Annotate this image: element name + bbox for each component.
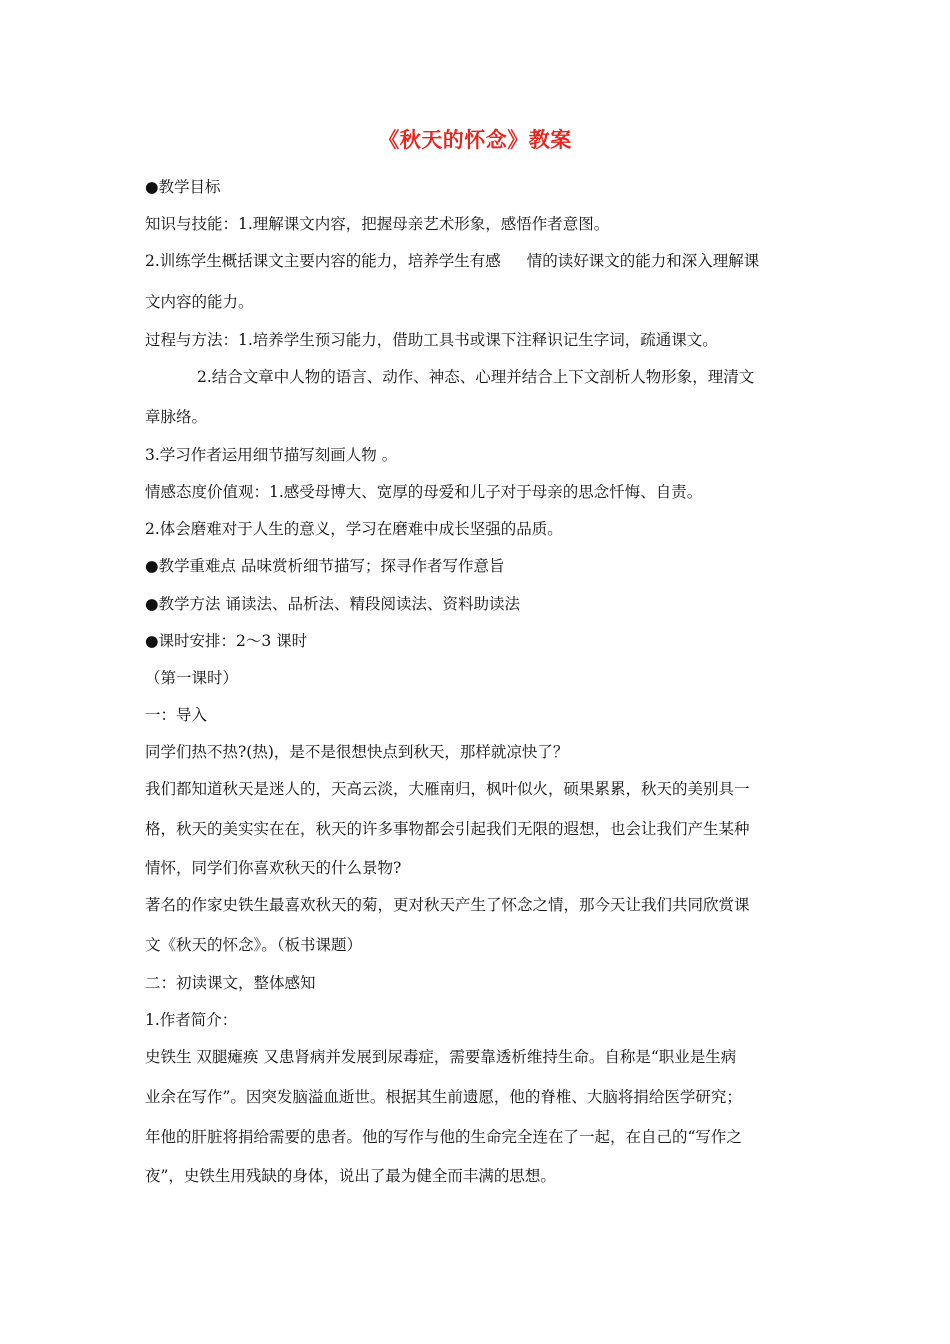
paragraph-line: 2.体会磨难对于人生的意义，学习在磨难中成长坚强的品质。 bbox=[145, 520, 563, 538]
paragraph-line: 史铁生 双腿瘫痪 又患肾病并发展到尿毒症，需要靠透析维持生命。自称是“职业是生病 bbox=[145, 1048, 737, 1066]
section-heading-methods: ●教学方法 诵读法、品析法、精段阅读法、资料助读法 bbox=[145, 595, 520, 613]
section-heading-objectives: ●教学目标 bbox=[145, 178, 221, 196]
paragraph-line: 年他的肝脏将捐给需要的患者。他的写作与他的生命完全连在了一起，在自己的“写作之 bbox=[145, 1128, 742, 1146]
paragraph-line: 文内容的能力。 bbox=[145, 293, 254, 311]
paragraph-line bbox=[145, 251, 810, 271]
section-heading-key-points: ●教学重难点 品味赏析细节描写；探寻作者写作意旨 bbox=[145, 557, 505, 575]
section-heading-schedule: ●课时安排：2～3 课时 bbox=[145, 632, 308, 650]
paragraph-line: 知识与技能：1.理解课文内容，把握母亲艺术形象，感悟作者意图。 bbox=[145, 215, 610, 233]
section-heading-first-reading: 二：初读课文，整体感知 bbox=[145, 974, 316, 992]
paragraph-line: 2.结合文章中人物的语言、动作、神态、心理并结合上下文剖析人物形象，理清文 bbox=[197, 368, 755, 386]
paragraph-line: 同学们热不热?(热)，是不是很想快点到秋天，那样就凉快了？ bbox=[145, 743, 569, 761]
paragraph-line: 格，秋天的美实实在在，秋天的许多事物都会引起我们无限的遐想，也会让我们产生某种 bbox=[145, 820, 750, 838]
paragraph-line: 著名的作家史铁生最喜欢秋天的菊，更对秋天产生了怀念之情，那今天让我们共同欣赏课 bbox=[145, 896, 750, 914]
lesson-label: （第一课时） bbox=[145, 669, 239, 687]
paragraph-line: 情感态度价值观：1.感受母博大、宽厚的母爱和儿子对于母亲的思念忏悔、自责。 bbox=[145, 483, 703, 501]
paragraph-line: 3.学习作者运用细节描写刻画人物 。 bbox=[145, 446, 398, 464]
paragraph-line-part: 2.训练学生概括课文主要内容的能力，培养学生有感 bbox=[145, 252, 501, 270]
paragraph-line: 情怀，同学们你喜欢秋天的什么景物? bbox=[145, 859, 402, 877]
paragraph-line: 章脉络。 bbox=[145, 408, 208, 426]
paragraph-line: 业余在写作”。因突发脑溢血逝世。根据其生前遗愿，他的脊椎、大脑将捐给医学研究； bbox=[145, 1088, 742, 1106]
paragraph-line: 文《秋天的怀念》。（板书课题） bbox=[145, 936, 363, 954]
subsection-heading-author: 1.作者简介： bbox=[145, 1011, 238, 1029]
document-title: 《秋天的怀念》教案 bbox=[378, 127, 572, 152]
paragraph-line-part: 情的读好课文的能力和深入理解课 bbox=[526, 252, 760, 270]
paragraph-line: 过程与方法：1.培养学生预习能力，借助工具书或课下注释识记生字词，疏通课文。 bbox=[145, 331, 718, 349]
section-heading-intro: 一：导入 bbox=[145, 706, 208, 724]
paragraph-line: 我们都知道秋天是迷人的，天高云淡，大雁南归，枫叶似火，硕果累累，秋天的美别具一 bbox=[145, 780, 750, 798]
paragraph-line: 夜”，史铁生用残缺的身体，说出了最为健全而丰满的思想。 bbox=[145, 1167, 556, 1185]
